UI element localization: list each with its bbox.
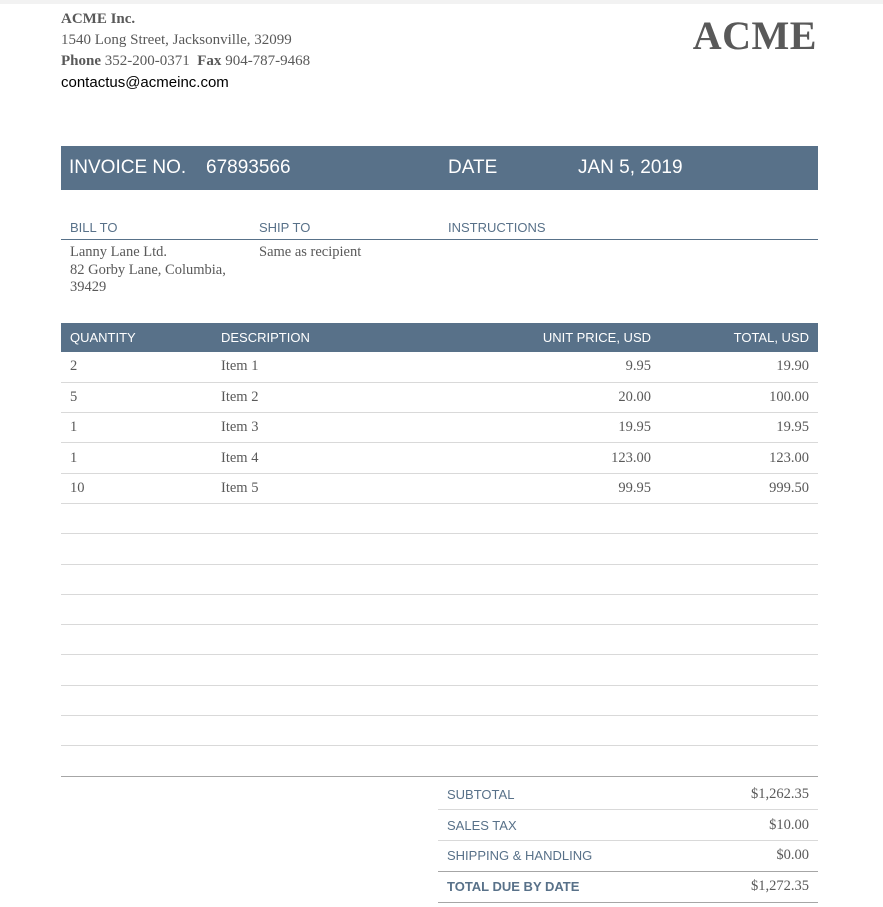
empty-row bbox=[61, 534, 818, 564]
empty-row bbox=[61, 503, 818, 533]
company-name: ACME Inc. bbox=[61, 11, 136, 27]
col-description: DESCRIPTION bbox=[212, 323, 382, 352]
bill-to-line: Lanny Lane Ltd. bbox=[70, 244, 168, 260]
table-row bbox=[61, 413, 818, 443]
fax-label: Fax bbox=[197, 53, 222, 69]
description-cell: Item 2 bbox=[212, 382, 382, 412]
sales-tax-value: $10.00 bbox=[697, 810, 818, 841]
total-cell: 19.95 bbox=[660, 413, 818, 443]
address-headers bbox=[61, 216, 818, 240]
address-section bbox=[61, 216, 818, 310]
fax-value: 904-787-9468 bbox=[225, 53, 311, 69]
unit-price-cell: 9.95 bbox=[382, 352, 660, 382]
shipping-value: $0.00 bbox=[697, 841, 818, 872]
unit-price-cell: 99.95 bbox=[382, 473, 660, 503]
description-cell: Item 4 bbox=[212, 443, 382, 473]
quantity-cell: 10 bbox=[61, 473, 212, 503]
company-logo: ACME bbox=[692, 13, 817, 58]
bill-to-address bbox=[70, 244, 226, 297]
invoice-number-label: INVOICE NO. bbox=[69, 157, 187, 178]
shipping-row bbox=[438, 841, 818, 872]
description-cell: Item 1 bbox=[212, 352, 382, 382]
address-body bbox=[61, 240, 818, 310]
ship-to-label: SHIP TO bbox=[259, 220, 311, 235]
unit-price-cell: 20.00 bbox=[382, 382, 660, 412]
col-unit-price: UNIT PRICE, USD bbox=[382, 323, 660, 352]
quantity-cell: 5 bbox=[61, 382, 212, 412]
empty-row bbox=[61, 746, 818, 776]
total-due-row bbox=[438, 871, 818, 902]
quantity-cell: 1 bbox=[61, 443, 212, 473]
company-info bbox=[61, 9, 310, 93]
quantity-cell: 2 bbox=[61, 352, 212, 382]
total-due-value: $1,272.35 bbox=[697, 871, 818, 902]
company-address: 1540 Long Street, Jacksonville, 32099 bbox=[61, 32, 292, 48]
empty-row bbox=[61, 685, 818, 715]
total-cell: 123.00 bbox=[660, 443, 818, 473]
totals-table bbox=[438, 779, 818, 903]
total-cell: 100.00 bbox=[660, 382, 818, 412]
ship-to-address: Same as recipient bbox=[259, 244, 362, 260]
page-top-edge bbox=[0, 0, 883, 4]
table-header-row bbox=[61, 323, 818, 352]
description-cell: Item 3 bbox=[212, 413, 382, 443]
instructions-label: INSTRUCTIONS bbox=[448, 220, 546, 235]
unit-price-cell: 19.95 bbox=[382, 413, 660, 443]
invoice-date: JAN 5, 2019 bbox=[578, 157, 683, 178]
invoice-header-bar bbox=[61, 146, 818, 190]
table-row bbox=[61, 473, 818, 503]
description-cell: Item 5 bbox=[212, 473, 382, 503]
subtotal-value: $1,262.35 bbox=[697, 779, 818, 810]
empty-row bbox=[61, 564, 818, 594]
total-cell: 999.50 bbox=[660, 473, 818, 503]
phone-value: 352-200-0371 bbox=[104, 53, 190, 69]
table-row bbox=[61, 352, 818, 382]
empty-row bbox=[61, 716, 818, 746]
col-quantity: QUANTITY bbox=[61, 323, 212, 352]
subtotal-row bbox=[438, 779, 818, 810]
table-row bbox=[61, 443, 818, 473]
table-row bbox=[61, 382, 818, 412]
total-due-label: TOTAL DUE BY DATE bbox=[438, 871, 697, 902]
empty-row bbox=[61, 655, 818, 685]
col-total: TOTAL, USD bbox=[660, 323, 818, 352]
company-contact bbox=[61, 51, 310, 72]
bill-to-line: 82 Gorby Lane, Columbia, bbox=[70, 261, 226, 278]
bill-to-line: 39429 bbox=[70, 279, 107, 295]
bill-to-label: BILL TO bbox=[70, 220, 118, 235]
shipping-label: SHIPPING & HANDLING bbox=[438, 841, 697, 872]
empty-row bbox=[61, 594, 818, 624]
sales-tax-label: SALES TAX bbox=[438, 810, 697, 841]
total-cell: 19.90 bbox=[660, 352, 818, 382]
date-label: DATE bbox=[448, 157, 498, 178]
unit-price-cell: 123.00 bbox=[382, 443, 660, 473]
company-email[interactable]: contactus@acmeinc.com bbox=[61, 74, 229, 91]
subtotal-label: SUBTOTAL bbox=[438, 779, 697, 810]
invoice-number: 67893566 bbox=[206, 157, 291, 178]
empty-row bbox=[61, 625, 818, 655]
quantity-cell: 1 bbox=[61, 413, 212, 443]
phone-label: Phone bbox=[61, 53, 102, 69]
line-items-table bbox=[61, 323, 818, 777]
sales-tax-row bbox=[438, 810, 818, 841]
